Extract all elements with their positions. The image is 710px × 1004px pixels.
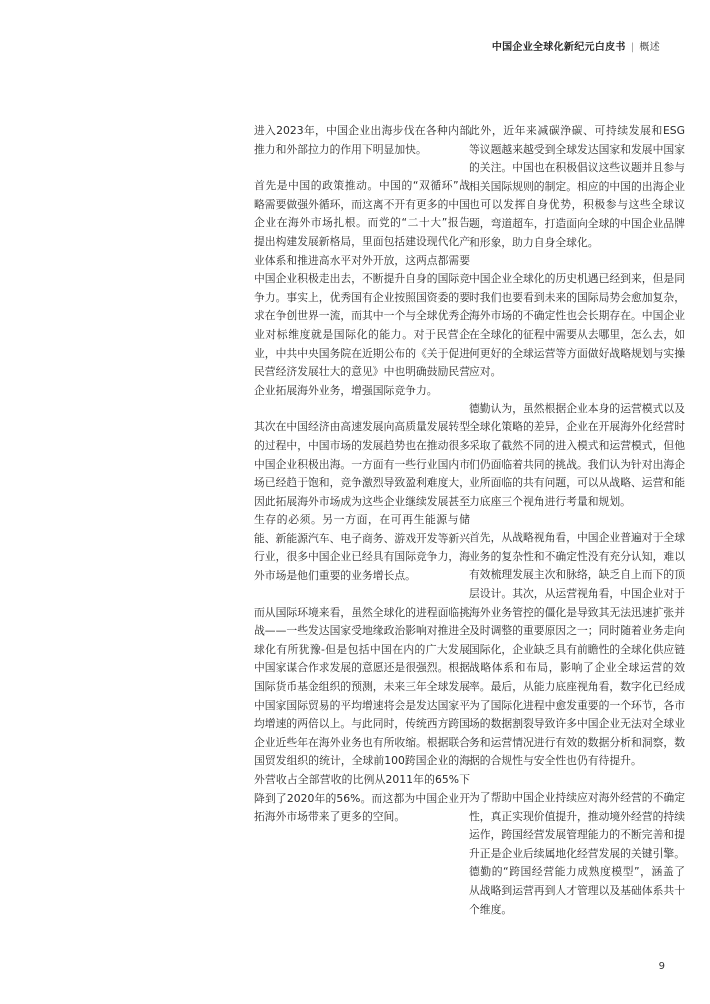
paragraph: 中国企业全球化的历史机遇已经到来，但是同时我们也要看到未来的国际局势会愈加复杂，海外市场的不确定性也会长期存在。中国企业在全球化的征程中需要从去哪里，怎么去，如何更好的全球运营等方面做好战略规划与实操应对。 (469, 272, 685, 379)
paragraph: 首先是中国的政策推动。中国的“双循环”战略需要做强外循环，而这离不开有更多的中国企业在海外市场扎根。而党的“二十大”报告提出构建发展新格局，里面包括建设现代化产业体系和推进高水平对外开放，这两点都需要中国企业积极走出去，不断提升自身的国际竞争力。事实上，优秀国有企业按照国资委的要求在争创世界一流，而其中一个与全球优秀企业对标维度就是国际化的能力。对于民营企业，中共中央国务院在近期公布的《关于促进民营经济发展壮大的意见》中也明确鼓励民营企业拓展海外业务，增强国际竞争力。 (254, 179, 470, 397)
right-column (469, 122, 685, 937)
section-name: 概述 (639, 42, 660, 53)
paragraph: 其次在中国经济由高速发展向高质量发展转型的过程中，中国市场的发展趋势也在推动很多中国企业积极出海。一方面有一些行业国内市场已经趋于饱和，竞争激烈导致盈利难度大，因此拓展海外市场成为这些企业继续发展甚至生存的必须。另一方面，在可再生能源与储能、新能源汽车、电子商务、游戏开发等新兴行业，很多中国企业已经具有国际竞争力，海外市场是他们重要的业务增长点。 (254, 420, 470, 583)
report-title: 中国企业全球化新纪元白皮书 (491, 42, 626, 53)
paragraph: 德勤认为，虽然根据企业本身的运营模式以及全球化策略的差异，企业在开展海外化经营时采取了截然不同的进入模式和运营模式，但他们仍面临着共同的挑战。我们认为针对出海企业所面临的共有问题，可以从战略、运营和能力底座三个视角进行考量和规划。 (469, 401, 685, 508)
paragraph: 而从国际环境来看，虽然全球化的进程面临挑战——一些发达国家受地缘政治影响对推进全球化有所犹豫-但是包括中国在内的广大发展中国家谋合作求发展的意愿还是很强烈。根据国际货币基金组织的预测，未来三年全球发展中国家国际贸易的平均增速将会是发达国家平均增速的两倍以上。与此同时，传统西方跨国企业近些年在海外业务也有所收缩。根据联合国贸发组织的统计，全球前100跨国企业的海外营收占全部营收的比例从2011年的65%下降到了2020年的56%。而这都为中国企业开拓海外市场带来了更多的空间。 (254, 605, 470, 824)
header-separator: | (630, 42, 635, 53)
page-number: 9 (658, 961, 665, 972)
running-header (492, 38, 660, 53)
left-column (254, 122, 470, 845)
paragraph: 首先，从战略视角看，中国企业普遍对于全球业务的复杂性和不确定性没有充分认知，难以有效梳理发展主次和脉络，缺乏自上而下的顶层设计。其次，从运营视角看，中国企业对于海外业务管控的僵化是导致其无法迅速扩张并及时调整的重要原因之一；同时随着业务走向国际化，企业缺乏具有前瞻性的全球化供应链战略体系和布局，影响了企业全球运营的效率。最后，从能力底座视角看，数字化已经成为了国际化进程中愈发重要的一个环节，各市场的数据割裂导致许多中国企业无法对全球业务和运营情况进行有效的数据分析和洞察，数据的合规性与安全性也仍有待提升。 (469, 531, 685, 768)
paragraph: 此外，近年来减碳浄碳、可持续发展和ESG等议题越来越受到全球发达国家和发展中国家的关注。中国也在积极倡议这些议题并且参与相关国际规则的制定。相应的中国的出海企业也可以发挥自身优势，积极参与这些全球议题，弯道超车，打造面向全球的中国企业品牌和形象，助力自身全球化。 (469, 124, 685, 249)
paragraph: 进入2023年，中国企业出海步伐在各种内部推力和外部拉力的作用下明显加快。 (254, 124, 470, 156)
paragraph: 为了帮助中国企业持续应对海外经营的不确定性，真正实现价值提升，推动境外经营的持续运作，跨国经营发展管理能力的不断完善和提升正是企业后续属地化经营发展的关键引擎。德勤的“跨国经营能力成熟度模型”，涵盖了从战略到运营再到人才管理以及基础体系共十个维度。 (469, 791, 685, 916)
